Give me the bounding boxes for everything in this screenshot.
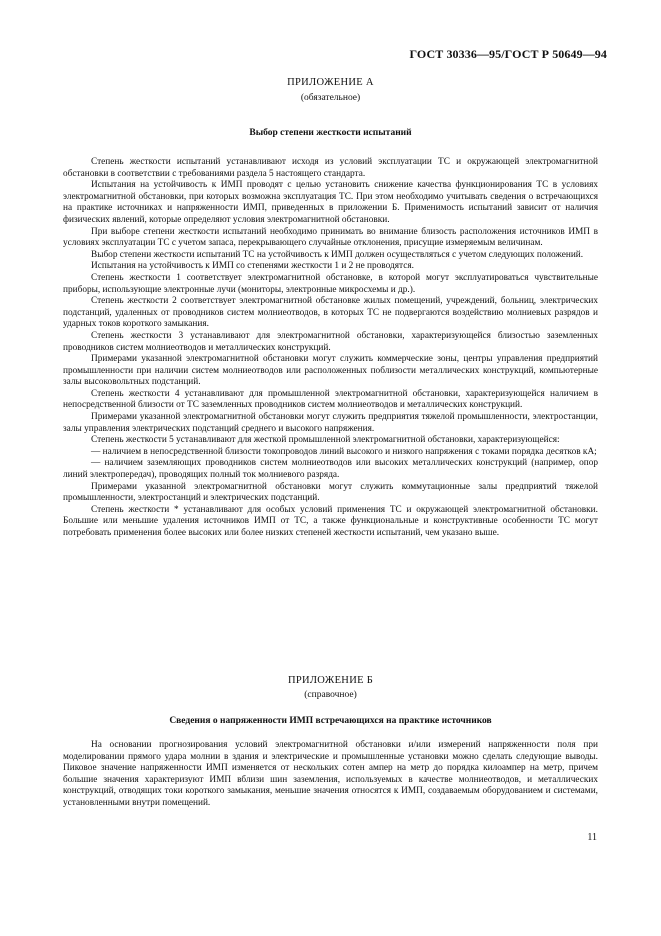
standard-header: ГОСТ 30336—95/ГОСТ Р 50649—94 [409, 47, 607, 61]
paragraph: Степень жесткости 4 устанавливают для промышленной электромагнитной обстановки, характеризующейся наличием в непосредственной близости от ТС заземленных проводников систем молниеотводов и металлических конструкций. [63, 388, 598, 411]
paragraph: При выборе степени жесткости испытаний необходимо принимать во внимание близость расположения источников ИМП в условиях эксплуатации ТС с учетом запаса, перекрывающего случайные отклонения, присущие измеряемым величинам. [63, 226, 598, 249]
list-item: — наличием заземляющих проводников систем молниеотводов или высоких металлических конструкций (например, опор линий электропередач), проводящих полный ток молниевого разряда. [63, 458, 598, 481]
appendix-a-body [63, 157, 598, 540]
paragraph: На основании прогнозирования условий электромагнитной обстановки и/или измерений напряженности поля при моделировании прямого удара молнии в здания и электрические и промышленные установки можно сделать следующие выводы. Пиковое значение напряженности ИМП изменяется от нескольких сотен ампер на метр до порядка килоампер на метр, причем большие значения характеризуют ИМП вблизи шин заземления, используемых в качестве молниеотводов, и металлических конструкций, отводящих токи короткого замыкания, меньшие значения относятся к ИМП, создаваемым оборудованием и системами, установленными внутри помещений. [63, 740, 598, 808]
appendix-b-title: ПРИЛОЖЕНИЕ Б [287, 675, 374, 686]
appendix-a-title: ПРИЛОЖЕНИЕ А [287, 77, 374, 88]
paragraph: Выбор степени жесткости испытаний ТС на устойчивость к ИМП должен осуществляться с учетом следующих положений. [91, 249, 584, 260]
paragraph: Степень жесткости 1 соответствует электромагнитной обстановке, в которой могут эксплуатироваться чувствительные приборы, использующие электронные лучи (мониторы, электронные микросхемы и др.). [63, 272, 598, 295]
paragraph: Примерами указанной электромагнитной обстановки могут служить предприятия тяжелой промышленности, электростанции, залы управления электрических подстанций среднего и высокого напряжения. [63, 412, 598, 434]
paragraph: Степень жесткости испытаний устанавливают исходя из условий эксплуатации ТС и окружающей электромагнитной обстановки в соответствии с требованиями раздела 5 настоящего стандарта. [63, 157, 598, 179]
paragraph: Степень жесткости 2 соответствует электромагнитной обстановке жилых помещений, учреждений, больниц, электрических подстанций, удаленных от проводников систем молниеотводов, в которых ТС не подвергаются воздействию молниевых разрядов и ударных токов короткого замыкания. [63, 296, 598, 330]
paragraph: Степень жесткости 5 устанавливают для жесткой промышленной электромагнитной обстановки, характеризующейся: [91, 435, 560, 446]
list-item: — наличием в непосредственной близости токопроводов линий высокого и низкого напряжения с токами порядка десятков кА; [91, 446, 597, 457]
paragraph: Испытания на устойчивость к ИМП проводят с целью установить снижение качества функционирования ТС в условиях электромагнитной обстановки, при которых возможна эксплуатация ТС. При этом необходимо учитывать сведения о встречающихся на практике источниках и напряженности ИМП, приведенных в приложении Б. Применимость испытаний зависит от наличия физических явлений, которые определяют условия электромагнитной обстановки. [63, 180, 598, 225]
appendix-b-heading: Сведения о напряженности ИМП встречающихся на практике источников [169, 716, 492, 726]
paragraph: Испытания на устойчивость к ИМП со степенями жесткости 1 и 2 не проводятся. [91, 261, 414, 272]
appendix-b-status: (справочное) [304, 690, 357, 700]
appendix-a-status: (обязательное) [300, 93, 361, 103]
paragraph: Степень жесткости 3 устанавливают для электромагнитной обстановки, характеризующейся близостью заземленных проводников систем молниеотводов и металлических конструкций. [63, 330, 598, 353]
paragraph: Примерами указанной электромагнитной обстановки могут служить коммерческие зоны, центры управления предприятий промышленности при наличии систем молниеотводов или расположенных поблизости металлических конструкций, компьютерные залы высоковольтных подстанций. [63, 354, 598, 388]
page-number: 11 [587, 832, 597, 843]
paragraph: Степень жесткости * устанавливают для особых условий применения ТС и окружающей электромагнитной обстановки. Большие или меньшие удаления источников ИМП от ТС, а также функциональные и конструктивные особенности ТС могут потребовать применения более высоких или более низких степеней жесткости испытаний, чем указано выше. [63, 504, 598, 538]
appendix-a-heading: Выбор степени жесткости испытаний [249, 128, 412, 138]
appendix-b-body [63, 740, 598, 810]
paragraph: Примерами указанной электромагнитной обстановки могут служить коммутационные залы предприятий тяжелой промышленности, электростанций и электрических подстанций. [63, 481, 598, 504]
